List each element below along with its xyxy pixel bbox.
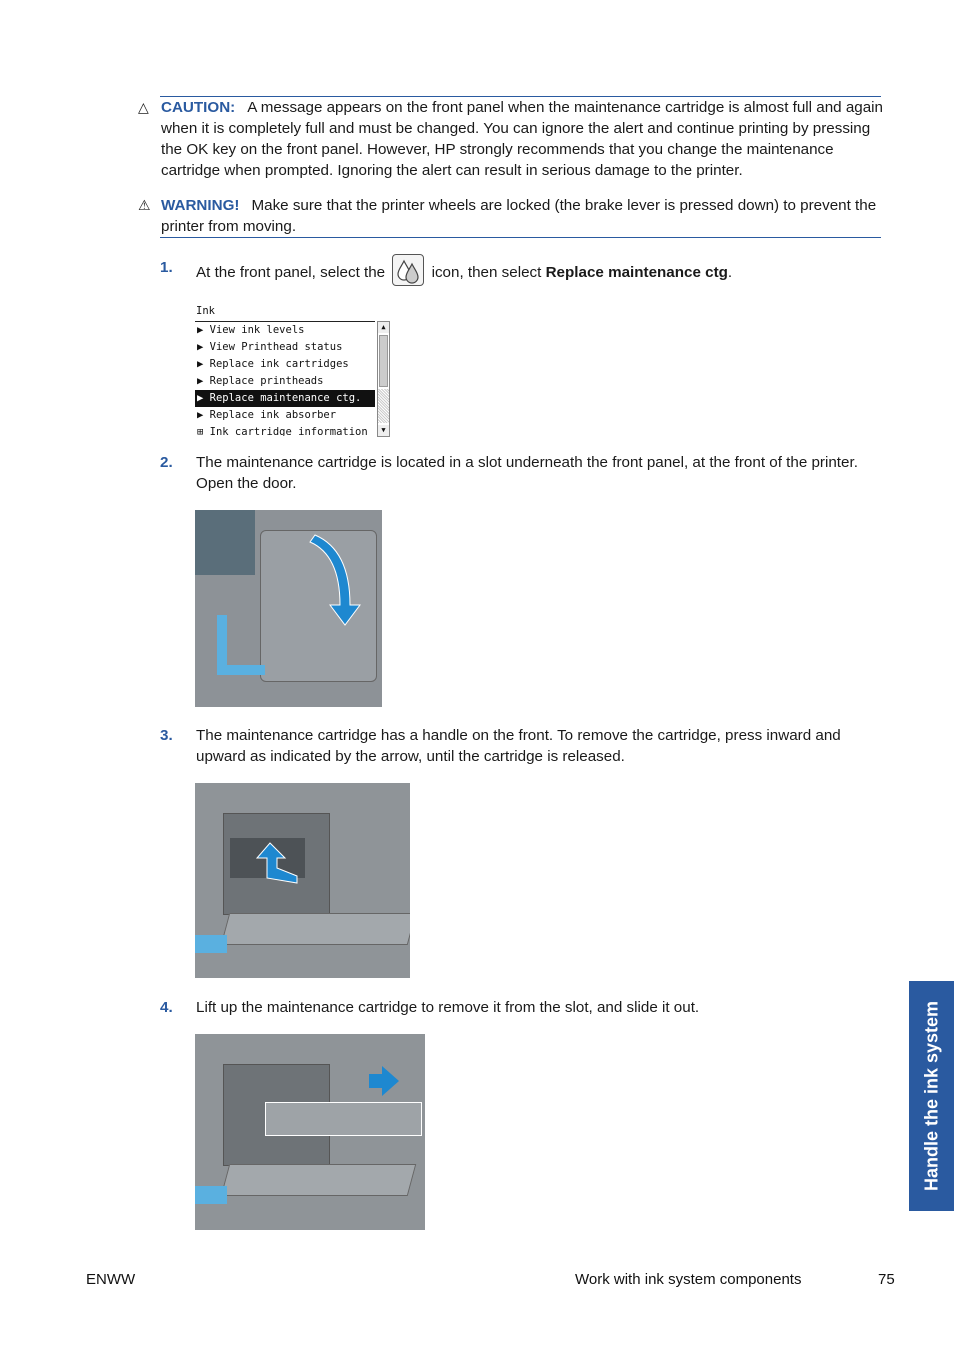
step-number: 4.	[160, 999, 173, 1016]
menu-item[interactable]: ▶ View ink levels	[197, 324, 305, 336]
footer-left: ENWW	[86, 1271, 136, 1288]
step-number: 2.	[160, 454, 173, 471]
menu-item[interactable]: ▶ Replace ink cartridges	[197, 358, 349, 370]
menu-scrollbar[interactable]	[377, 321, 390, 437]
chapter-title: Handle the ink system	[921, 1000, 941, 1192]
up-arrow	[255, 838, 305, 888]
scroll-up-icon[interactable]: ▲	[378, 322, 389, 333]
scroll-down-icon[interactable]: ▼	[378, 425, 389, 436]
menu-item-reference: Replace maintenance ctg	[545, 264, 728, 282]
ink-drops-icon	[392, 254, 424, 286]
front-panel-menu	[195, 305, 390, 435]
step-number: 3.	[160, 727, 173, 744]
step-2	[160, 452, 880, 494]
caution-label: CAUTION:	[161, 99, 236, 116]
step-text: icon, then select	[431, 264, 542, 282]
step-text: Lift up the maintenance cartridge to remove it from the slot, and slide it out.	[196, 999, 700, 1016]
chapter-side-tab	[909, 981, 954, 1211]
right-arrow	[367, 1064, 402, 1099]
bottom-rule	[160, 237, 881, 238]
step-text: At the front panel, select the	[196, 264, 386, 282]
caution-note	[138, 97, 883, 181]
footer-section: Work with ink system components	[575, 1271, 802, 1288]
menu-item[interactable]: ⊞ Ink cartridge information	[197, 426, 368, 436]
caution-text: A message appears on the front panel when the maintenance cartridge is almost full and again when it is completely full and must be changed. You can ignore the alert and continue printing by pressing the OK key on the front panel. However, HP strongly recommends that you change the maintenance cartridge when prompted. Ignoring the alert can result in serious damage to the printer.	[161, 99, 883, 179]
step-4	[160, 997, 880, 1018]
warning-triangle-icon: ⚠	[138, 197, 151, 213]
warning-text: Make sure that the printer wheels are locked (the brake lever is pressed down) to prevent the printer from moving.	[161, 197, 877, 235]
curved-down-arrow	[305, 530, 375, 630]
step-3	[160, 725, 880, 767]
warning-note	[138, 195, 883, 237]
step-number: 1.	[160, 259, 173, 276]
step-1	[160, 257, 880, 289]
release-handle-illustration	[195, 783, 410, 978]
scroll-track	[378, 389, 389, 423]
step-text: The maintenance cartridge is located in a slot underneath the front panel, at the front of the printer. Open the door.	[196, 454, 858, 492]
scroll-thumb[interactable]	[379, 335, 388, 387]
page-number: 75	[878, 1271, 895, 1288]
caution-triangle-icon: △	[138, 99, 149, 115]
menu-title: Ink	[196, 305, 215, 317]
warning-label: WARNING!	[161, 197, 240, 214]
menu-item[interactable]: ▶ View Printhead status	[197, 341, 343, 353]
open-door-illustration	[195, 510, 382, 707]
punctuation: .	[727, 264, 733, 282]
menu-item-selected[interactable]: ▶ Replace maintenance ctg.	[195, 390, 375, 407]
menu-item[interactable]: ▶ Replace printheads	[197, 375, 324, 387]
menu-list	[195, 321, 375, 436]
menu-item[interactable]: ▶ Replace ink absorber	[197, 409, 337, 421]
step-text: The maintenance cartridge has a handle on the front. To remove the cartridge, press inward and upward as indicated by the arrow, until the cartridge is released.	[196, 727, 841, 765]
slide-out-cartridge-illustration	[195, 1034, 425, 1230]
